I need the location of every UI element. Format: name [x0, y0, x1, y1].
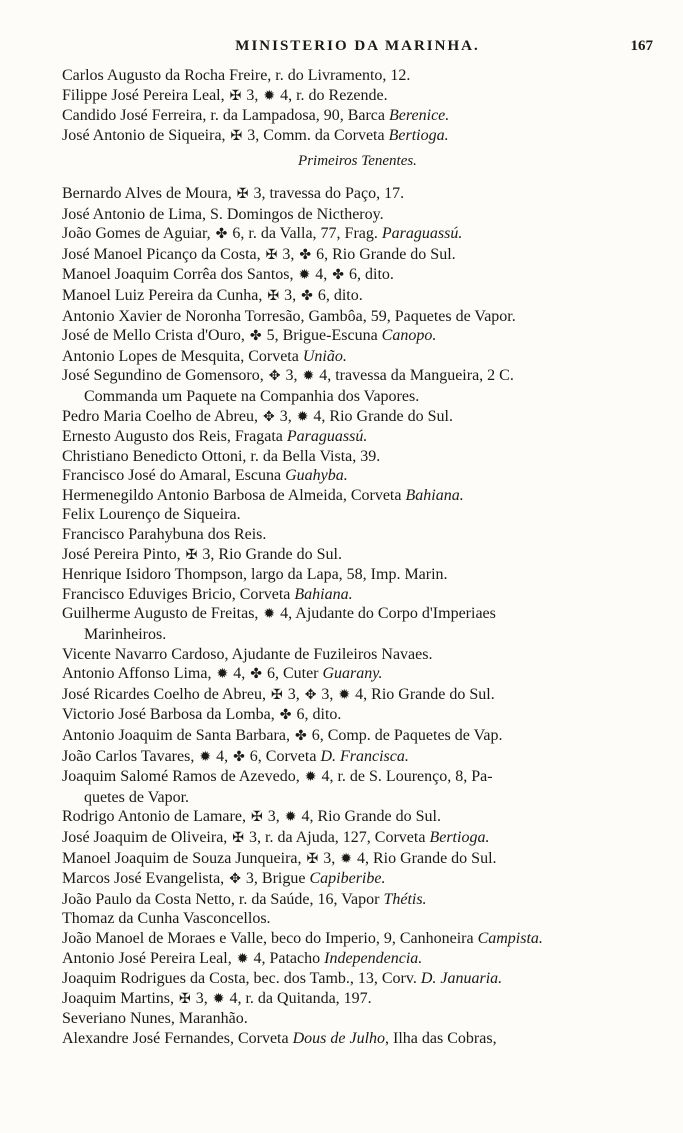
entry-text: Alexandre José Fernandes, Corveta: [62, 1029, 293, 1047]
entry-text: Antonio Affonso Lima,: [62, 665, 216, 683]
entry-text: 3,: [242, 86, 263, 104]
entry-text: 4, r. do Rezende.: [276, 86, 388, 104]
order-insignia-icon: ✤: [249, 329, 262, 345]
entry-line: [62, 66, 653, 86]
entry-text: 4, Rio Grande do Sul.: [297, 808, 441, 826]
top-entries: [62, 66, 653, 146]
entry-line: [62, 86, 653, 107]
order-insignia-icon: ✹: [236, 951, 249, 967]
order-insignia-icon: ✥: [229, 872, 241, 888]
entry-text: Joaquim Salomé Ramos de Azevedo,: [62, 768, 304, 786]
entry-text: 4, Patacho: [249, 949, 325, 967]
vessel-name: Berenice.: [389, 107, 450, 125]
entry-line: [62, 1009, 653, 1029]
entry-line: [62, 604, 653, 625]
entry-text: Severiano Nunes, Maranhão.: [62, 1010, 248, 1028]
entry-text: 3,: [278, 245, 299, 263]
entry-text: 4,: [212, 747, 233, 765]
entry-text: 4, travessa da Mangueira, 2 C.: [315, 367, 514, 385]
entry-text: 4, Rio Grande do Sul.: [309, 407, 453, 425]
order-insignia-icon: ✹: [263, 88, 276, 104]
vessel-name: D. Januaria.: [420, 970, 503, 988]
entry-line: [62, 726, 653, 747]
entry-text: José Pereira Pinto,: [62, 545, 185, 563]
order-insignia-icon: ✠: [236, 186, 249, 202]
entry-text: 6, Comp. de Paquetes de Vap.: [307, 727, 503, 744]
entry-line: [62, 286, 653, 307]
entry-text: Guilherme Augusto de Freitas,: [62, 605, 263, 623]
order-insignia-icon: ✹: [212, 991, 225, 1007]
vessel-name: Bahiana.: [294, 585, 353, 603]
entry-line: [62, 466, 653, 486]
order-insignia-icon: ✹: [216, 667, 229, 683]
entry-text: 4, Rio Grande do Sul.: [351, 685, 495, 703]
entry-text: Antonio Joaquim de Santa Barbara,: [62, 727, 294, 744]
entry-text: Antonio Lopes de Mesquita, Corveta: [62, 347, 303, 365]
vessel-name: Paraguassú.: [381, 225, 463, 243]
vessel-name: Campista.: [477, 929, 543, 947]
entry-text: João Gomes de Aguiar,: [62, 225, 215, 243]
entry-text: 4, Rio Grande do Sul.: [352, 849, 497, 867]
entry-text: Rodrigo Antonio de Lamare,: [62, 808, 250, 826]
entry-text: 4, r. de S. Lourenço, 8, Pa-: [317, 768, 493, 786]
order-insignia-icon: ✠: [267, 288, 280, 304]
entry-text: Marcos José Evangelista,: [62, 870, 229, 888]
entry-text: Manoel Joaquim de Souza Junqueira,: [62, 849, 306, 867]
order-insignia-icon: ✤: [299, 247, 312, 263]
entry-line: [62, 585, 653, 605]
entry-text: Bernardo Alves de Moura,: [62, 184, 236, 202]
entry-text: Henrique Isidoro Thompson, largo da Lapa, 58, Imp. Marin.: [62, 566, 448, 584]
entry-text: João Paulo da Costa Netto, r. da Saúde, 16, Vapor: [62, 890, 384, 908]
entry-line: [62, 1029, 653, 1049]
entry-line: [62, 447, 653, 467]
entry-text: Antonio Xavier de Noronha Torresão, Gambôa, 59, Paquetes de Vapor.: [62, 307, 516, 325]
order-insignia-icon: ✠: [232, 830, 245, 846]
entry-text: Hermenegildo Antonio Barbosa de Almeida, Corveta: [62, 486, 406, 504]
order-insignia-icon: ✹: [340, 851, 352, 867]
order-insignia-icon: ✥: [304, 687, 317, 703]
order-insignia-icon: ✠: [265, 247, 278, 263]
entry-text: José Manoel Picanço da Costa,: [62, 245, 265, 263]
entry-line: [62, 685, 653, 706]
entry-text: 6, dito.: [292, 706, 342, 724]
page-header: [62, 38, 653, 66]
entry-line: [62, 326, 653, 347]
entry-continuation-line: [62, 788, 653, 808]
entry-line: [62, 366, 653, 387]
entry-text: 3, travessa do Paço, 17.: [249, 184, 405, 202]
entry-text: Pedro Maria Coelho de Abreu,: [62, 407, 262, 425]
entry-text: 6, Cuter: [262, 665, 323, 683]
entry-line: [62, 828, 653, 849]
entry-text: Francisco José do Amaral, Escuna: [62, 467, 286, 485]
entry-text: José Antonio de Siqueira,: [62, 126, 230, 144]
entry-text: 3, Comm. da Corveta: [243, 126, 389, 144]
order-insignia-icon: ✤: [294, 729, 307, 744]
order-insignia-icon: ✹: [304, 770, 317, 786]
entry-text: Commanda um Paquete na Companhia dos Vapores.: [84, 387, 420, 405]
order-insignia-icon: ✠: [270, 687, 283, 703]
order-insignia-icon: ✥: [262, 409, 275, 425]
order-insignia-icon: ✹: [199, 749, 212, 765]
entry-text: 3, Brigue: [241, 870, 310, 888]
entry-text: 6, Corveta: [245, 747, 321, 765]
order-insignia-icon: ✤: [233, 749, 245, 765]
entry-line: [62, 645, 653, 665]
order-insignia-icon: ✠: [230, 128, 243, 144]
entry-text: 4,: [229, 665, 250, 683]
vessel-name: D. Francisca.: [320, 747, 409, 765]
entry-line: [62, 747, 653, 768]
entry-line: [62, 505, 653, 525]
entry-text: 4, r. da Quitanda, 197.: [225, 989, 372, 1007]
entry-text: José Antonio de Lima, S. Domingos de Nictheroy.: [62, 205, 384, 223]
entry-line: [62, 807, 653, 828]
vessel-name: Thétis.: [383, 890, 427, 908]
vessel-name: Guahyba.: [285, 467, 348, 485]
entry-text: 6, dito.: [313, 286, 363, 304]
entry-text: José Joaquim de Oliveira,: [62, 828, 232, 846]
entry-line: [62, 205, 653, 225]
entry-line: [62, 106, 653, 126]
entry-line: [62, 890, 653, 910]
entry-line: [62, 245, 653, 266]
entry-text: 3, r. da Ajuda, 127, Corveta: [245, 828, 430, 846]
entry-text: Victorio José Barbosa da Lomba,: [62, 706, 279, 724]
order-insignia-icon: ✤: [279, 708, 292, 724]
entry-text: 6, Rio Grande do Sul.: [312, 245, 456, 263]
page-number: 167: [630, 38, 653, 54]
order-insignia-icon: ✹: [298, 268, 311, 284]
entry-text: 4,: [311, 266, 332, 284]
entry-line: [62, 307, 653, 327]
entry-text: Christiano Benedicto Ottoni, r. da Bella Vista, 39.: [62, 447, 381, 465]
order-insignia-icon: ✤: [332, 268, 344, 284]
entry-text: Ernesto Augusto dos Reis, Fragata: [62, 428, 287, 446]
vessel-name: Bahiana.: [405, 486, 464, 504]
entry-text: 3,: [275, 407, 296, 425]
entry-text: 3,: [191, 989, 212, 1007]
vessel-name: União.: [302, 347, 347, 365]
entry-text: Manoel Luiz Pereira da Cunha,: [62, 286, 267, 304]
entry-text: 4, Ajudante do Corpo d'Imperiaes: [276, 605, 496, 623]
vessel-name: Canopo.: [381, 327, 437, 345]
entry-line: [62, 767, 653, 788]
entry-text: Marinheiros.: [84, 626, 167, 644]
entry-line: [62, 705, 653, 726]
vessel-name: Capiberibe.: [309, 870, 386, 888]
entry-line: [62, 347, 653, 367]
order-insignia-icon: ✹: [263, 607, 276, 623]
entry-text: 3,: [263, 808, 284, 826]
section-heading: Primeiros Tenentes.: [298, 153, 417, 170]
entry-line: [62, 265, 653, 286]
entry-text: 3,: [319, 849, 340, 867]
entry-text: Vicente Navarro Cardoso, Ajudante de Fuzileiros Navaes.: [62, 645, 433, 663]
entry-text: 3,: [281, 367, 302, 385]
vessel-name: Dous de Julho: [292, 1029, 386, 1047]
entry-text: 3,: [317, 685, 338, 703]
entry-text: Francisco Parahybuna dos Reis.: [62, 526, 267, 544]
entry-line: [62, 486, 653, 506]
entry-line: [62, 949, 653, 970]
entry-line: [62, 224, 653, 245]
order-insignia-icon: ✹: [284, 810, 297, 826]
vessel-name: Paraguassú.: [286, 428, 368, 446]
entry-line: [62, 989, 653, 1010]
entry-text: João Carlos Tavares,: [62, 747, 199, 765]
entry-continuation-line: [62, 387, 653, 407]
officer-list: [62, 184, 653, 1049]
entry-line: [62, 869, 653, 890]
entry-line: [62, 969, 653, 989]
order-insignia-icon: ✤: [215, 227, 228, 243]
entry-text: José de Mello Crista d'Ouro,: [62, 327, 249, 345]
entry-text: Felix Lourenço de Siqueira.: [62, 506, 241, 524]
running-title: MINISTERIO DA MARINHA.: [235, 38, 480, 54]
entry-line: [62, 849, 653, 870]
entry-text: Filippe José Pereira Leal,: [62, 86, 229, 104]
entry-text: Manoel Joaquim Corrêa dos Santos,: [62, 266, 298, 284]
entry-line: [62, 565, 653, 585]
entry-text: Antonio José Pereira Leal,: [62, 949, 236, 967]
entry-line: [62, 427, 653, 447]
entry-text: Joaquim Martins,: [62, 989, 178, 1007]
entry-text: João Manoel de Moraes e Valle, beco do Imperio, 9, Canhoneira: [62, 929, 478, 947]
vessel-name: Bertioga.: [388, 126, 449, 144]
order-insignia-icon: ✠: [250, 810, 263, 826]
entry-text: Carlos Augusto da Rocha Freire, r. do Livramento, 12.: [62, 67, 411, 84]
order-insignia-icon: ✤: [250, 667, 262, 683]
order-insignia-icon: ✥: [268, 369, 281, 385]
entry-text: Candido José Ferreira, r. da Lampadosa, 90, Barca: [62, 107, 390, 125]
entry-line: [62, 126, 653, 147]
entry-line: [62, 525, 653, 545]
order-insignia-icon: ✹: [338, 687, 351, 703]
entry-text: Joaquim Rodrigues da Costa, bec. dos Tamb., 13, Corv.: [62, 970, 421, 988]
entry-text: José Ricardes Coelho de Abreu,: [62, 685, 270, 703]
order-insignia-icon: ✹: [296, 409, 309, 425]
entry-line: [62, 664, 653, 685]
entry-line: [62, 407, 653, 428]
order-insignia-icon: ✹: [302, 369, 315, 385]
entry-text: 6, r. da Valla, 77, Frag.: [228, 225, 382, 243]
order-insignia-icon: ✤: [301, 288, 313, 304]
entry-line: [62, 929, 653, 949]
entry-text: José Segundino de Gomensoro,: [62, 367, 268, 385]
order-insignia-icon: ✠: [306, 851, 319, 867]
entry-text: 5, Brigue-Escuna: [262, 327, 382, 345]
entry-text: 6, dito.: [345, 266, 394, 284]
entry-text: 3,: [283, 685, 304, 703]
entry-text: quetes de Vapor.: [84, 788, 190, 806]
vessel-name: Guarany.: [322, 665, 383, 683]
entry-line: [62, 909, 653, 929]
entry-text: 3, Rio Grande do Sul.: [198, 545, 342, 563]
entry-line: [62, 545, 653, 566]
entry-line: [62, 184, 653, 205]
entry-text: , Ilha das Cobras,: [385, 1029, 497, 1047]
order-insignia-icon: ✠: [229, 88, 242, 104]
entry-text: 3,: [280, 286, 301, 304]
order-insignia-icon: ✠: [185, 547, 198, 563]
order-insignia-icon: ✠: [179, 991, 191, 1007]
entry-text: Francisco Eduviges Bricio, Corveta: [62, 585, 295, 603]
vessel-name: Bertioga.: [429, 828, 490, 846]
vessel-name: Independencia.: [324, 949, 423, 967]
entry-continuation-line: [62, 625, 653, 645]
entry-text: Thomaz da Cunha Vasconcellos.: [62, 910, 271, 928]
